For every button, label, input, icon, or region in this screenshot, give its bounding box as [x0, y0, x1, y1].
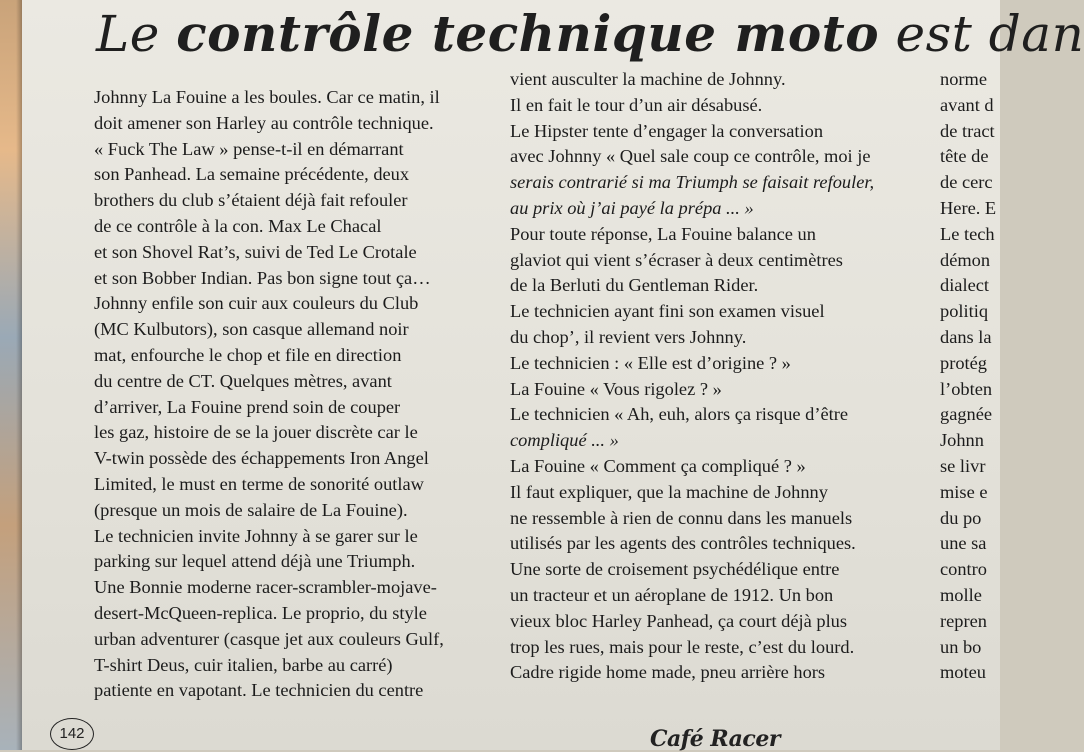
column2-line: Il faut expliquer, que la machine de Johnny	[510, 481, 828, 502]
column3-line: un bo	[940, 636, 982, 657]
column2-line: Pour toute réponse, La Fouine balance un	[510, 223, 816, 244]
column2-line: vieux bloc Harley Panhead, ça court déjà plus	[510, 610, 848, 631]
column1-line: et son Bobber Indian. Pas bon signe tout ça…	[94, 267, 431, 288]
column3-line: se livr	[940, 455, 986, 476]
column2-line: trop les rues, mais pour le reste, c’est du lourd.	[510, 636, 855, 657]
column3-line: de tract	[940, 120, 995, 141]
column3-line: de cerc	[940, 172, 993, 193]
column3-line: gagnée	[940, 404, 993, 425]
column1-line: du centre de CT. Quelques mètres, avant	[94, 370, 392, 391]
column2-line: vient ausculter la machine de Johnny.	[510, 69, 786, 89]
column2-line: du chop’, il revient vers Johnny.	[510, 326, 747, 347]
magazine-page	[22, 0, 1084, 750]
column1-line: d’arriver, La Fouine prend soin de couper	[94, 396, 401, 417]
column3-line: mise e	[940, 481, 988, 502]
column2-line: Le technicien ayant fini son examen visuel	[510, 301, 825, 322]
column1-line: brothers du club s’étaient déjà fait refouler	[94, 190, 408, 211]
column3-line: dialect	[940, 275, 990, 296]
magazine-logo: Café Racer	[650, 726, 780, 752]
column3-line: tête de	[940, 146, 989, 167]
page-number: 142	[50, 718, 94, 750]
column1-line: (MC Kulbutors), son casque allemand noir	[94, 319, 409, 340]
column1-line: « Fuck The Law » pense-t-il en démarrant	[94, 138, 404, 159]
column3-line: moteu	[940, 662, 986, 683]
article-title	[96, 4, 1084, 63]
column1-line: mat, enfourche le chop et file en direction	[94, 344, 402, 365]
column2-line: La Fouine « Comment ça compliqué ? »	[510, 455, 806, 476]
column3-line: molle	[940, 584, 982, 605]
column1-line: Limited, le must en terme de sonorité outlaw	[94, 473, 424, 494]
column3-line: avant d	[940, 94, 994, 115]
column1-line: et son Shovel Rat’s, suivi de Ted Le Crotale	[94, 241, 417, 262]
binding-strip	[0, 0, 22, 750]
column3-line: contro	[940, 559, 987, 580]
column2-line: La Fouine « Vous rigolez ? »	[510, 378, 722, 399]
column3-line: Le tech	[940, 223, 995, 244]
column2-line: compliqué ... »	[510, 430, 619, 451]
column3-line: politiq	[940, 301, 989, 322]
title-part-3: est dan	[879, 5, 1084, 63]
column2-line: ne ressemble à rien de connu dans les manuels	[510, 507, 853, 528]
column1-line: Une Bonnie moderne racer-scrambler-mojave-	[94, 577, 437, 598]
column2-line: au prix où j’ai payé la prépa ... »	[510, 197, 754, 218]
column1-line: T-shirt Deus, cuir italien, barbe au carré)	[94, 654, 393, 675]
column1-line: Le technicien invite Johnny à se garer sur le	[94, 525, 418, 546]
column2-line: Une sorte de croisement psychédélique entre	[510, 559, 840, 580]
column3-line: repren	[940, 610, 987, 631]
column3-line: démon	[940, 249, 991, 270]
column1-line: Johnny La Fouine a les boules. Car ce matin, il	[94, 87, 440, 107]
column3-line: une sa	[940, 533, 987, 554]
column1-line: doit amener son Harley au contrôle technique.	[94, 112, 434, 133]
column1-line: V-twin possède des échappements Iron Angel	[94, 448, 429, 469]
column3-line: norme	[940, 69, 987, 89]
column2-line: glaviot qui vient s’écraser à deux centimètres	[510, 249, 843, 270]
column1-line: desert-McQueen-replica. Le proprio, du style	[94, 602, 427, 623]
title-part-2: contrôle technique moto	[176, 4, 880, 63]
column1-line: urban adventurer (casque jet aux couleurs Gulf,	[94, 628, 444, 649]
column1-line: de ce contrôle à la con. Max Le Chacal	[94, 215, 382, 236]
column3-line: dans la	[940, 326, 992, 347]
text-column-1	[94, 85, 504, 704]
column2-line: utilisés par les agents des contrôles techniques.	[510, 533, 856, 554]
column2-line: de la Berluti du Gentleman Rider.	[510, 275, 759, 296]
column1-line: Johnny enfile son cuir aux couleurs du Club	[94, 293, 419, 314]
column2-line: Le Hipster tente d’engager la conversation	[510, 120, 824, 141]
column2-line: Le technicien « Ah, euh, alors ça risque d’être	[510, 404, 849, 425]
column3-line: Here. E	[940, 197, 997, 218]
column2-line: un tracteur et un aéroplane de 1912. Un bon	[510, 584, 834, 605]
column2-line: avec Johnny « Quel sale coup ce contrôle, moi je	[510, 146, 871, 167]
column1-line: les gaz, histoire de se la jouer discrète car le	[94, 422, 418, 443]
column3-line: du po	[940, 507, 982, 528]
column1-line: patiente en vapotant. Le technicien du centre	[94, 680, 424, 701]
text-column-2	[510, 67, 940, 686]
column1-line: (presque un mois de salaire de La Fouine).	[94, 499, 408, 520]
column3-line: l’obten	[940, 378, 993, 399]
column3-line: protég	[940, 352, 987, 373]
column1-line: son Panhead. La semaine précédente, deux	[94, 164, 410, 185]
column1-line: parking sur lequel attend déjà une Triumph.	[94, 551, 416, 572]
column2-line: Cadre rigide home made, pneu arrière hors	[510, 662, 826, 683]
text-column-3	[940, 67, 1060, 686]
column3-line: Johnn	[940, 430, 984, 451]
title-part-1: Le	[96, 5, 177, 63]
column2-line: Il en fait le tour d’un air désabusé.	[510, 94, 763, 115]
column2-line: Le technicien : « Elle est d’origine ? »	[510, 352, 791, 373]
column2-line: serais contrarié si ma Triumph se faisait refouler,	[510, 172, 875, 193]
